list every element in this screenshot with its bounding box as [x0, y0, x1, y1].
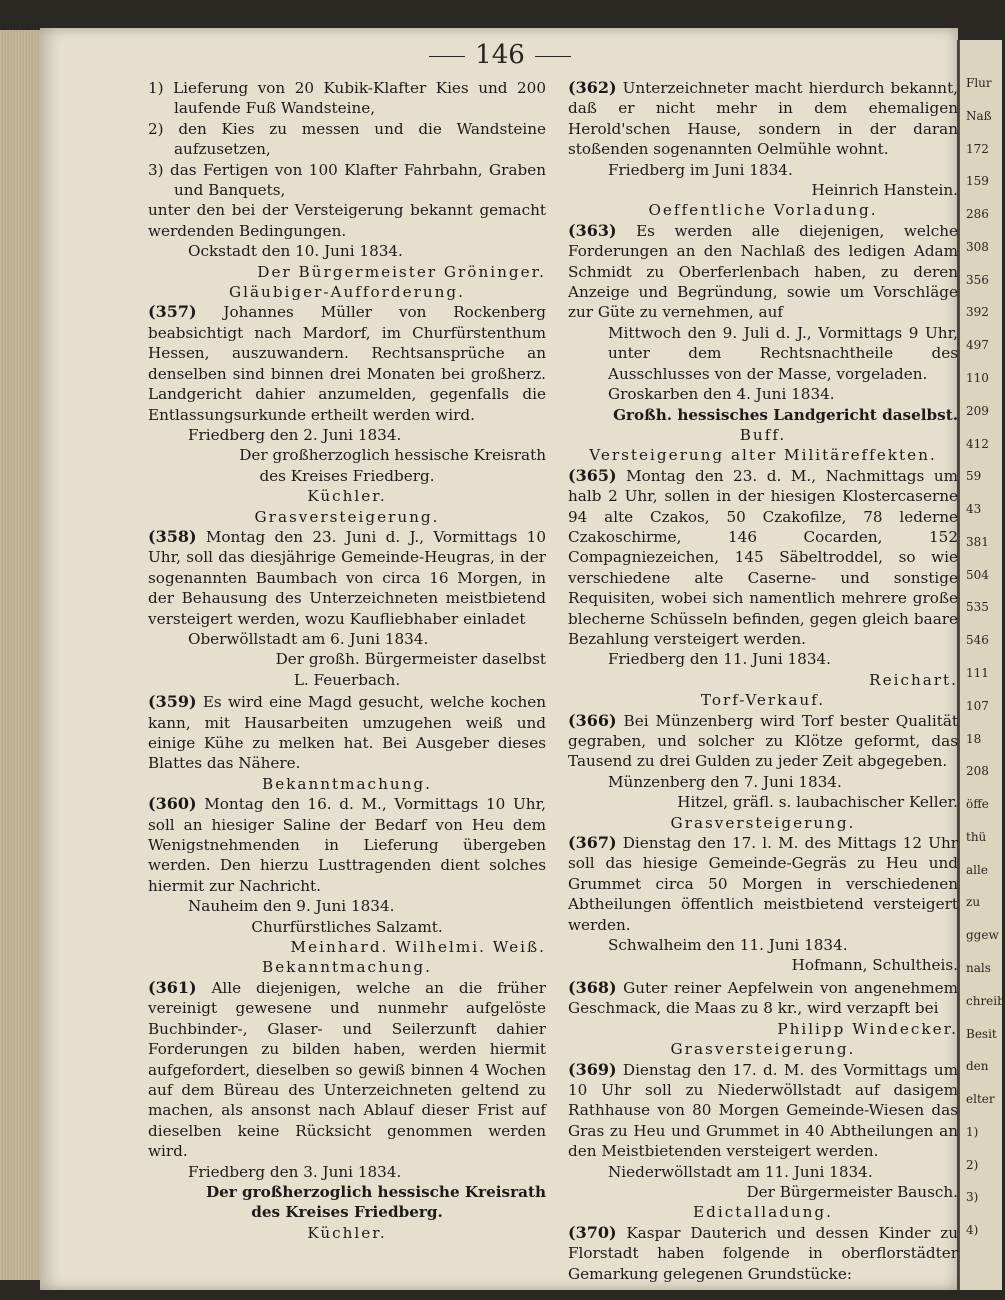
notice-text: Bei Münzenberg wird Torf bester Qualität gegraben, und solcher zu Klötze geformt, das Tausend zu drei Gulden zu jeder Zeit abgegeben.	[568, 711, 959, 771]
adjacent-page-text: 107	[966, 698, 989, 713]
place-date: Friedberg den 2. Juni 1834.	[188, 425, 402, 444]
notice-368	[568, 978, 958, 1019]
notice-number: (357)	[148, 302, 197, 322]
signature: des Kreises Friedberg.	[251, 1203, 443, 1222]
place-date: Schwalheim den 11. Juni 1834.	[608, 936, 848, 955]
adjacent-page-text: ggew	[966, 928, 999, 943]
intro-text: unter den bei der Versteigerung bekannt gemacht werdenden Bedingungen.	[148, 201, 546, 240]
adjacent-page-text: öffe	[966, 797, 989, 812]
notice-text: Dienstag den 17. d. M. des Vormittags um 10 Uhr soll zu Niederwöllstadt auf dasigem Rathhause von 80 Morgen Gemeinde-Wiesen das Gras zu Heu und Grummet in 40 Abtheilungen an den Meistbietenden versteigert werden.	[568, 1060, 959, 1161]
signature: Reichart.	[869, 670, 958, 689]
adjacent-page-text: 535	[966, 600, 989, 615]
adjacent-page-text: thü	[966, 829, 987, 844]
signature: Heinrich Hanstein.	[811, 181, 958, 200]
notice-text: Kaspar Dauterich und dessen Kinder zu Florstadt haben folgende in oberflorstädter Gemarkung gelegenen Grundstücke:	[568, 1223, 959, 1283]
notice-text-continued: Mittwoch den 9. Juli d. J., Vormittags 9 Uhr, unter dem Rechtsnachtheile des Ausschlusses von der Masse, vorgeladen.	[608, 323, 958, 383]
notice-text: Es wird eine Magd gesucht, welche kochen kann, mit Hausarbeiten umzugehen weiß und einige Kühe zu melken hat. Bei Ausgeber dieses Blattes das Nähere.	[148, 693, 546, 773]
adjacent-page-text: 209	[966, 403, 989, 418]
notice-361	[148, 978, 546, 1162]
notice-369	[568, 1060, 958, 1162]
notice-367	[568, 833, 958, 935]
signature: Meinhard. Wilhelmi. Weiß.	[290, 938, 546, 957]
notice-366	[568, 711, 958, 772]
notice-359	[148, 692, 546, 774]
adjacent-page-text: 1)	[966, 1124, 979, 1139]
signature: Küchler.	[307, 1223, 387, 1242]
place-date: Oberwöllstadt am 6. Juni 1834.	[188, 629, 429, 648]
adjacent-page-text: Besit	[966, 1026, 997, 1041]
adjacent-page-text: 172	[966, 141, 989, 156]
notice-text: Es werden alle diejenigen, welche Forderungen an den Nachlaß des ledigen Adam Schmidt zu Oberferlenbach haben, zu deren Anzeige und Begründung, sowie um Vorschläge zur Güte zu vernehmen, auf	[568, 221, 958, 322]
notice-text: Montag den 23. d. M., Nachmittags um halb 2 Uhr, sollen in der hiesigen Klostercaserne 94 alte Czakos, 50 Czakofilze, 78 lederne Czakoschirme, 146 Cocarden, 152 Compagniezeichen, 145 Säbeltroddel, so wie verschiedene alte Caserne- und sonstige Requisiten, wobei sich namentlich mehrere große blecherne Schüsseln befinden, gegen gleich baare Bezahlung versteigert werden.	[568, 466, 959, 648]
adjacent-page-text: 18	[966, 731, 982, 746]
signature: Großh. hessisches Landgericht daselbst.	[613, 405, 958, 424]
adjacent-page-text: 308	[966, 239, 989, 254]
signature: Der Bürgermeister Bausch.	[746, 1182, 958, 1201]
adjacent-page-text: alle	[966, 862, 988, 877]
signature: Hitzel, gräfl. s. laubachischer Keller.	[677, 793, 958, 812]
signature: Buff.	[739, 425, 787, 444]
adjacent-page-text: Flur	[966, 76, 992, 90]
adjacent-page-text: elter	[966, 1092, 995, 1107]
page-number: 146	[0, 40, 1000, 70]
adjacent-page-text: 546	[966, 633, 989, 648]
notice-362	[568, 78, 958, 160]
signature: Der großh. Bürgermeister daselbst	[275, 650, 546, 669]
signature: L. Feuerbach.	[293, 670, 401, 689]
adjacent-page-text: 110	[966, 371, 989, 385]
left-column	[148, 78, 546, 1243]
notice-number: (358)	[148, 526, 197, 546]
section-heading: Grasversteigerung.	[670, 813, 856, 832]
signature: Der Bürgermeister Gröninger.	[257, 262, 546, 281]
notice-358	[148, 527, 546, 629]
adjacent-page-text: chreib	[966, 993, 1005, 1008]
place-date: Niederwöllstadt am 11. Juni 1834.	[608, 1162, 873, 1181]
adjacent-page-text: 504	[966, 567, 989, 582]
adjacent-page-text: zu	[966, 895, 981, 910]
section-heading: Grasversteigerung.	[254, 507, 440, 526]
notice-number: (359)	[148, 692, 197, 712]
notice-370	[568, 1223, 958, 1284]
notice-number: (365)	[568, 465, 617, 485]
notice-number: (369)	[568, 1059, 617, 1079]
section-heading: Bekanntmachung.	[262, 774, 432, 793]
signature: Der großherzoglich hessische Kreisrath	[239, 446, 546, 465]
place-date: Friedberg den 3. Juni 1834.	[188, 1162, 402, 1181]
notice-text: Unterzeichneter macht hierdurch bekannt, daß er nicht mehr in dem ehemaligen Herold'schen Hause, sondern in der daran stoßenden sogenannten Oelmühle wohnt.	[568, 79, 959, 159]
signature: Hofmann, Schultheis.	[791, 956, 958, 975]
signature: Küchler.	[307, 487, 387, 506]
adjacent-page-text: nals	[966, 961, 991, 975]
place-date: Groskarben den 4. Juni 1834.	[608, 385, 835, 404]
list-item-2: 2) den Kies zu messen und die Wandsteine aufzusetzen,	[148, 119, 546, 159]
place-date: Friedberg im Juni 1834.	[608, 160, 793, 179]
notice-text: Dienstag den 17. l. M. des Mittags 12 Uhr soll das hiesige Gemeinde-Gegräs zu Heu und Grummet circa 50 Morgen in verschiedenen Abtheilungen öffentlich meistbietend versteigert werden.	[568, 834, 958, 934]
list-item-3: 3) das Fertigen von 100 Klafter Fahrbahn, Graben und Banquets,	[148, 160, 546, 200]
section-heading: Edictalladung.	[693, 1203, 833, 1222]
notice-number: (370)	[568, 1222, 617, 1242]
notice-number: (360)	[148, 794, 197, 814]
notice-text: Guter reiner Aepfelwein von angenehmem Geschmack, die Maas zu 8 kr., wird verzapft bei	[568, 978, 958, 1018]
notice-number: (361)	[148, 977, 197, 997]
section-heading: Grasversteigerung.	[670, 1040, 856, 1059]
signature: Philipp Windecker.	[777, 1019, 958, 1038]
adjacent-page-text: 59	[966, 469, 982, 484]
adjacent-page-text: 392	[966, 305, 989, 320]
notice-number: (368)	[568, 977, 617, 997]
notice-text: Montag den 16. d. M., Vormittags 10 Uhr, soll an hiesiger Saline der Bedarf von Heu dem Wenigstnehmenden in Lieferung übergeben werden. Den hierzu Lusttragenden dient solches hiermit zur Nachricht.	[148, 795, 546, 895]
adjacent-page-text: 111	[966, 666, 989, 680]
adjacent-page-text: 3)	[966, 1190, 979, 1205]
adjacent-page-text: Naß	[966, 108, 992, 123]
right-column	[568, 78, 958, 1284]
adjacent-page-text: den	[966, 1059, 989, 1074]
section-heading: Torf-Verkauf.	[700, 691, 826, 710]
notice-360	[148, 794, 546, 896]
notice-number: (363)	[568, 220, 617, 240]
signature: Churfürstliches Salzamt.	[251, 917, 443, 936]
signature: des Kreises Friedberg.	[259, 466, 435, 485]
place-date: Münzenberg den 7. Juni 1834.	[608, 772, 842, 791]
place-date: Friedberg den 11. Juni 1834.	[608, 650, 831, 669]
adjacent-page-text: 43	[966, 502, 982, 517]
adjacent-page-text: 208	[966, 764, 989, 779]
section-heading: Bekanntmachung.	[262, 958, 432, 977]
adjacent-page-text: 2)	[966, 1157, 979, 1172]
section-heading: Gläubiger-Aufforderung.	[229, 283, 465, 302]
notice-363	[568, 221, 958, 323]
adjacent-page-text: 381	[966, 534, 989, 549]
section-heading: Versteigerung alter Militäreffekten.	[589, 446, 937, 465]
place-date: Ockstadt den 10. Juni 1834.	[188, 242, 403, 261]
notice-text: Montag den 23. Juni d. J., Vormittags 10 Uhr, soll das diesjährige Gemeinde-Heugras, in der sogenannten Baumbach von circa 16 Morgen, in der Behausung des Unterzeichneten meistbietend versteigert werden, wozu Kaufliebhaber einladet	[148, 527, 546, 628]
notice-number: (362)	[568, 78, 617, 97]
adjacent-page-fragment	[958, 40, 1005, 1290]
notice-text: Alle diejenigen, welche an die früher vereinigt gewesene und nunmehr aufgelöste Buchbinder-, Glaser- und Seilerzunft dahier Forderungen zu bilden haben, werden hiermit aufgefordert, dieselben so gewiß binnen 4 Wochen auf dem Büreau des Unterzeichneten geltend zu machen, als ansonst nach Ablauf dieser Frist auf dieselben keine Rücksicht genommen werden wird.	[148, 978, 546, 1161]
notice-number: (367)	[568, 833, 617, 853]
section-heading: Oeffentliche Vorladung.	[648, 201, 878, 220]
place-date: Nauheim den 9. Juni 1834.	[188, 897, 395, 916]
list-item-1: 1) Lieferung von 20 Kubik-Klafter Kies und 200 laufende Fuß Wandsteine,	[148, 79, 546, 118]
notice-365	[568, 466, 958, 650]
notice-357	[148, 302, 546, 424]
adjacent-page-text: 286	[966, 207, 989, 222]
adjacent-page-text: 4)	[966, 1223, 979, 1238]
signature: Der großherzoglich hessische Kreisrath	[205, 1182, 546, 1201]
notice-number: (366)	[568, 710, 617, 730]
adjacent-page-text: 356	[966, 272, 989, 287]
adjacent-page-text: 159	[966, 174, 989, 189]
adjacent-page-text: 412	[966, 436, 989, 451]
adjacent-page-text: 497	[966, 338, 989, 353]
page-edge-stack	[0, 30, 40, 1280]
notice-text: Johannes Müller von Rockenberg beabsichtigt nach Mardorf, im Churfürstenthum Hessen, auszuwandern. Rechtsansprüche an denselben sind binnen drei Monaten bei großherz. Landgericht dahier anzumelden, gegenfalls die Entlassungsurkunde ertheilt werden wird.	[148, 303, 546, 424]
